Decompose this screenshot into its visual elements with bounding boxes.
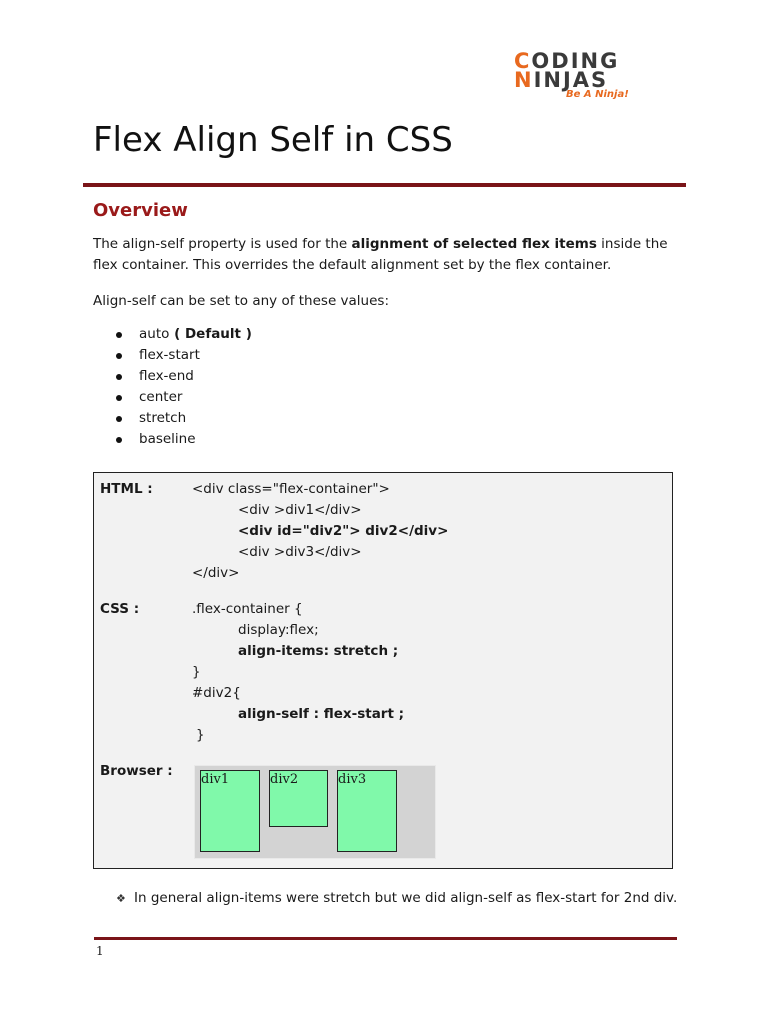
browser-label: Browser : <box>100 763 173 779</box>
code-example-box <box>93 472 673 869</box>
diamond-bullet-icon: ❖ <box>116 892 126 905</box>
page-title: Flex Align Self in CSS <box>93 120 453 160</box>
list-item <box>93 408 252 429</box>
value-label: stretch <box>139 410 187 426</box>
css-line: } <box>196 727 205 743</box>
list-item <box>93 429 252 450</box>
logo-text-oding: ODING <box>531 49 620 73</box>
css-line-highlight: align-items: stretch ; <box>238 643 399 659</box>
bullet-icon <box>116 374 122 380</box>
overview-paragraph <box>93 234 683 276</box>
css-line: display:flex; <box>238 622 319 638</box>
list-item <box>93 345 252 366</box>
html-line: <div >div1</div> <box>238 502 362 518</box>
overview-text-bold: alignment of selected flex items <box>351 236 597 252</box>
bullet-icon <box>116 395 122 401</box>
value-label: flex-end <box>139 368 194 384</box>
title-divider <box>83 183 686 187</box>
value-label: flex-start <box>139 347 200 363</box>
value-label: center <box>139 389 183 405</box>
flex-item-div1: div1 <box>200 770 260 852</box>
logo-letter-c: C <box>514 49 532 73</box>
bullet-icon <box>116 353 122 359</box>
overview-text-start: The align-self property is used for the <box>93 236 352 252</box>
values-list <box>93 324 252 450</box>
html-line-highlight: <div id="div2"> div2</div> <box>238 523 449 539</box>
footer-divider <box>94 937 677 940</box>
html-line: <div >div3</div> <box>238 544 362 560</box>
bullet-icon <box>116 437 122 443</box>
list-item <box>93 366 252 387</box>
flex-item-div3: div3 <box>337 770 397 852</box>
overview-text-end: inside the flex container. This overrides the default alignment set by the flex container. <box>93 236 668 273</box>
overview-heading: Overview <box>93 200 188 221</box>
coding-ninjas-logo <box>510 50 630 102</box>
html-line: <div class="flex-container"> <box>192 481 390 497</box>
summary-note-text: In general align-items were stretch but we did align-self as flex-start for 2nd div. <box>134 890 678 906</box>
html-label: HTML : <box>100 481 153 497</box>
logo-letter-n: N <box>514 68 534 92</box>
flex-item-div2: div2 <box>269 770 328 827</box>
bullet-icon <box>116 416 122 422</box>
logo-line-ninjas <box>514 69 608 91</box>
css-line: #div2{ <box>192 685 241 701</box>
value-default-note: ( Default ) <box>169 326 252 342</box>
bullet-icon <box>116 332 122 338</box>
list-item <box>93 387 252 408</box>
css-line: } <box>192 664 201 680</box>
logo-tagline: Be A Ninja! <box>566 89 629 100</box>
value-label: baseline <box>139 431 196 447</box>
browser-preview <box>194 765 436 859</box>
values-intro: Align-self can be set to any of these values: <box>93 293 389 309</box>
css-line-highlight: align-self : flex-start ; <box>238 706 405 722</box>
logo-text-injas: INJAS <box>533 68 609 92</box>
css-label: CSS : <box>100 601 140 617</box>
value-label: auto <box>139 326 170 342</box>
css-line: .flex-container { <box>192 601 303 617</box>
summary-note <box>116 888 677 909</box>
page-number: 1 <box>96 944 104 958</box>
html-line: </div> <box>192 565 240 581</box>
list-item <box>93 324 252 345</box>
